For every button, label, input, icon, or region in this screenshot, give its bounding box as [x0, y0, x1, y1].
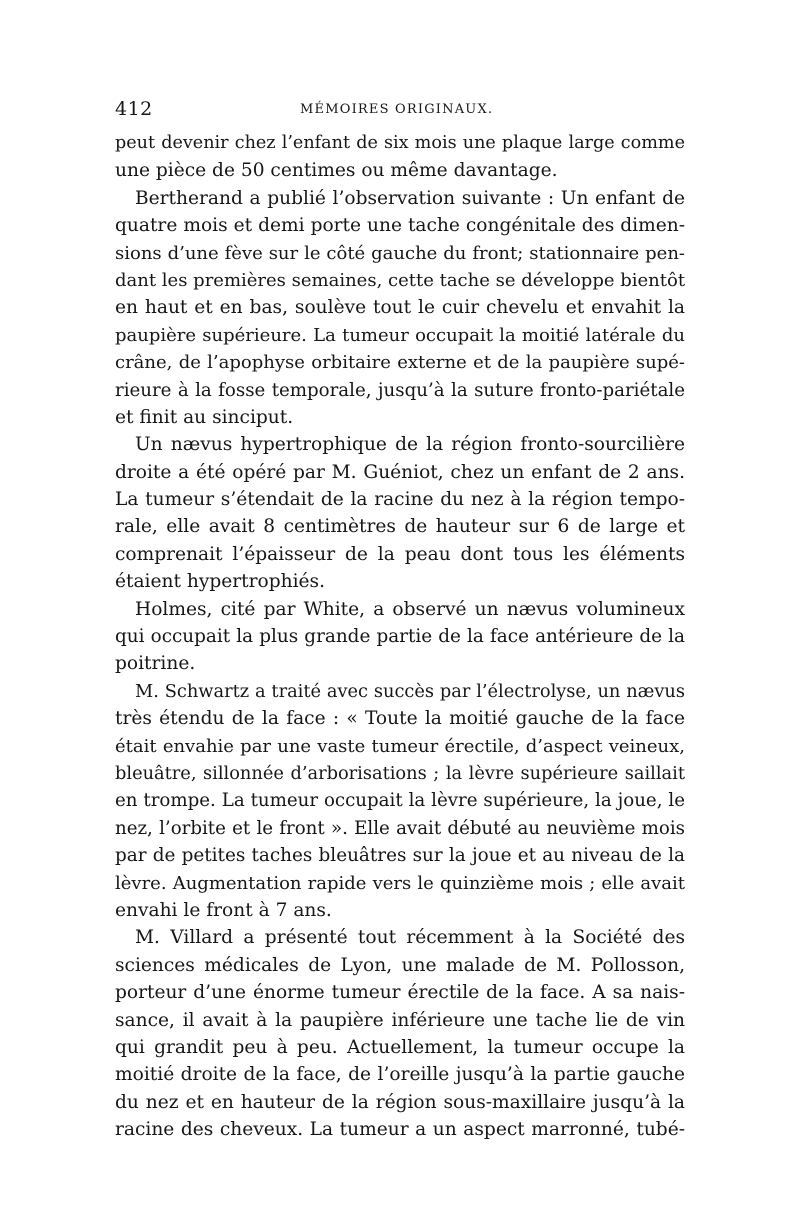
- text-line: M. Schwartz a traité avec succès par l’électrolyse, un nævus: [135, 680, 685, 702]
- text-line: Holmes, cité par White, a observé un nævus volumineux: [135, 598, 685, 620]
- text-line: sciences médicales de Lyon, une malade de M. Pollosson,: [115, 954, 685, 976]
- text-line: étaient hypertrophiés.: [115, 571, 325, 593]
- text-line: rale, elle avait 8 centimètres de hauteur sur 6 de large et: [115, 516, 685, 538]
- text-line: qui occupait la plus grande partie de la face antérieure de la: [115, 626, 685, 648]
- text-line: rieure à la fosse temporale, jusqu’à la suture fronto-pariétale: [115, 379, 685, 401]
- text-line: comprenait l’épaisseur de la peau dont tous les éléments: [115, 543, 685, 565]
- text-line: du nez et en hauteur de la région sous-maxillaire jusqu’à la: [115, 1091, 685, 1113]
- text-line: bleuâtre, sillonnée d’arborisations ; la lèvre supérieure saillait: [115, 762, 685, 784]
- text-line: en trompe. La tumeur occupait la lèvre supérieure, la joue, le: [115, 790, 685, 812]
- text-line: envahi le front à 7 ans.: [115, 899, 332, 921]
- text-line: Bertherand a publié l’observation suivante : Un enfant de: [135, 187, 685, 209]
- body-text: [115, 130, 685, 1143]
- text-line: peut devenir chez l’enfant de six mois une plaque large comme: [115, 133, 685, 153]
- text-line: M. Villard a présenté tout récemment à la Société des: [135, 927, 685, 949]
- text-line: Un nævus hypertrophique de la région fronto-sourcilière: [135, 434, 685, 456]
- text-line: crâne, de l’apophyse orbitaire externe et de la paupière supé-: [115, 352, 685, 374]
- page-header: [115, 98, 685, 124]
- text-line: par de petites taches bleuâtres sur la joue et au niveau de la: [115, 845, 685, 867]
- text-line: porteur d’une énorme tumeur érectile de la face. A sa nais-: [115, 982, 685, 1004]
- running-head: MÉMOIRES ORIGINAUX.: [300, 102, 494, 117]
- text-line: sions d’une fève sur le côté gauche du front; stationnaire pen-: [115, 242, 685, 264]
- text-line: était envahie par une vaste tumeur érectile, d’aspect veineux,: [115, 735, 685, 757]
- text-line: et finit au sinciput.: [115, 406, 294, 428]
- text-line: lèvre. Augmentation rapide vers le quinzième mois ; elle avait: [115, 872, 685, 894]
- text-line: poitrine.: [115, 653, 196, 675]
- page-number: 412: [115, 98, 153, 120]
- text-line: paupière supérieure. La tumeur occupait la moitié latérale du: [115, 324, 685, 346]
- text-line: très étendu de la face : « Toute la moitié gauche de la face: [115, 708, 685, 730]
- text-line: droite a été opéré par M. Guéniot, chez un enfant de 2 ans.: [115, 461, 685, 483]
- text-line: en haut et en bas, soulève tout le cuir chevelu et envahit la: [115, 297, 685, 319]
- text-line: qui grandit peu à peu. Actuellement, la tumeur occupe la: [115, 1036, 685, 1058]
- text-line: moitié droite de la face, de l’oreille jusqu’à la partie gauche: [115, 1064, 685, 1086]
- text-line: La tumeur s’étendait de la racine du nez à la région tempo-: [115, 489, 685, 511]
- text-line: sance, il avait à la paupière inférieure une tache lie de vin: [115, 1009, 685, 1031]
- text-line: quatre mois et demi porte une tache congénitale des dimen-: [115, 215, 685, 237]
- text-line: dant les premières semaines, cette tache se développe bientôt: [115, 269, 686, 291]
- text-line: racine des cheveux. La tumeur a un aspect marronné, tubé-: [115, 1119, 685, 1141]
- text-line: nez, l’orbite et le front ». Elle avait débuté au neuvième mois: [115, 817, 685, 839]
- text-line: une pièce de 50 centimes ou même davantage.: [115, 160, 558, 182]
